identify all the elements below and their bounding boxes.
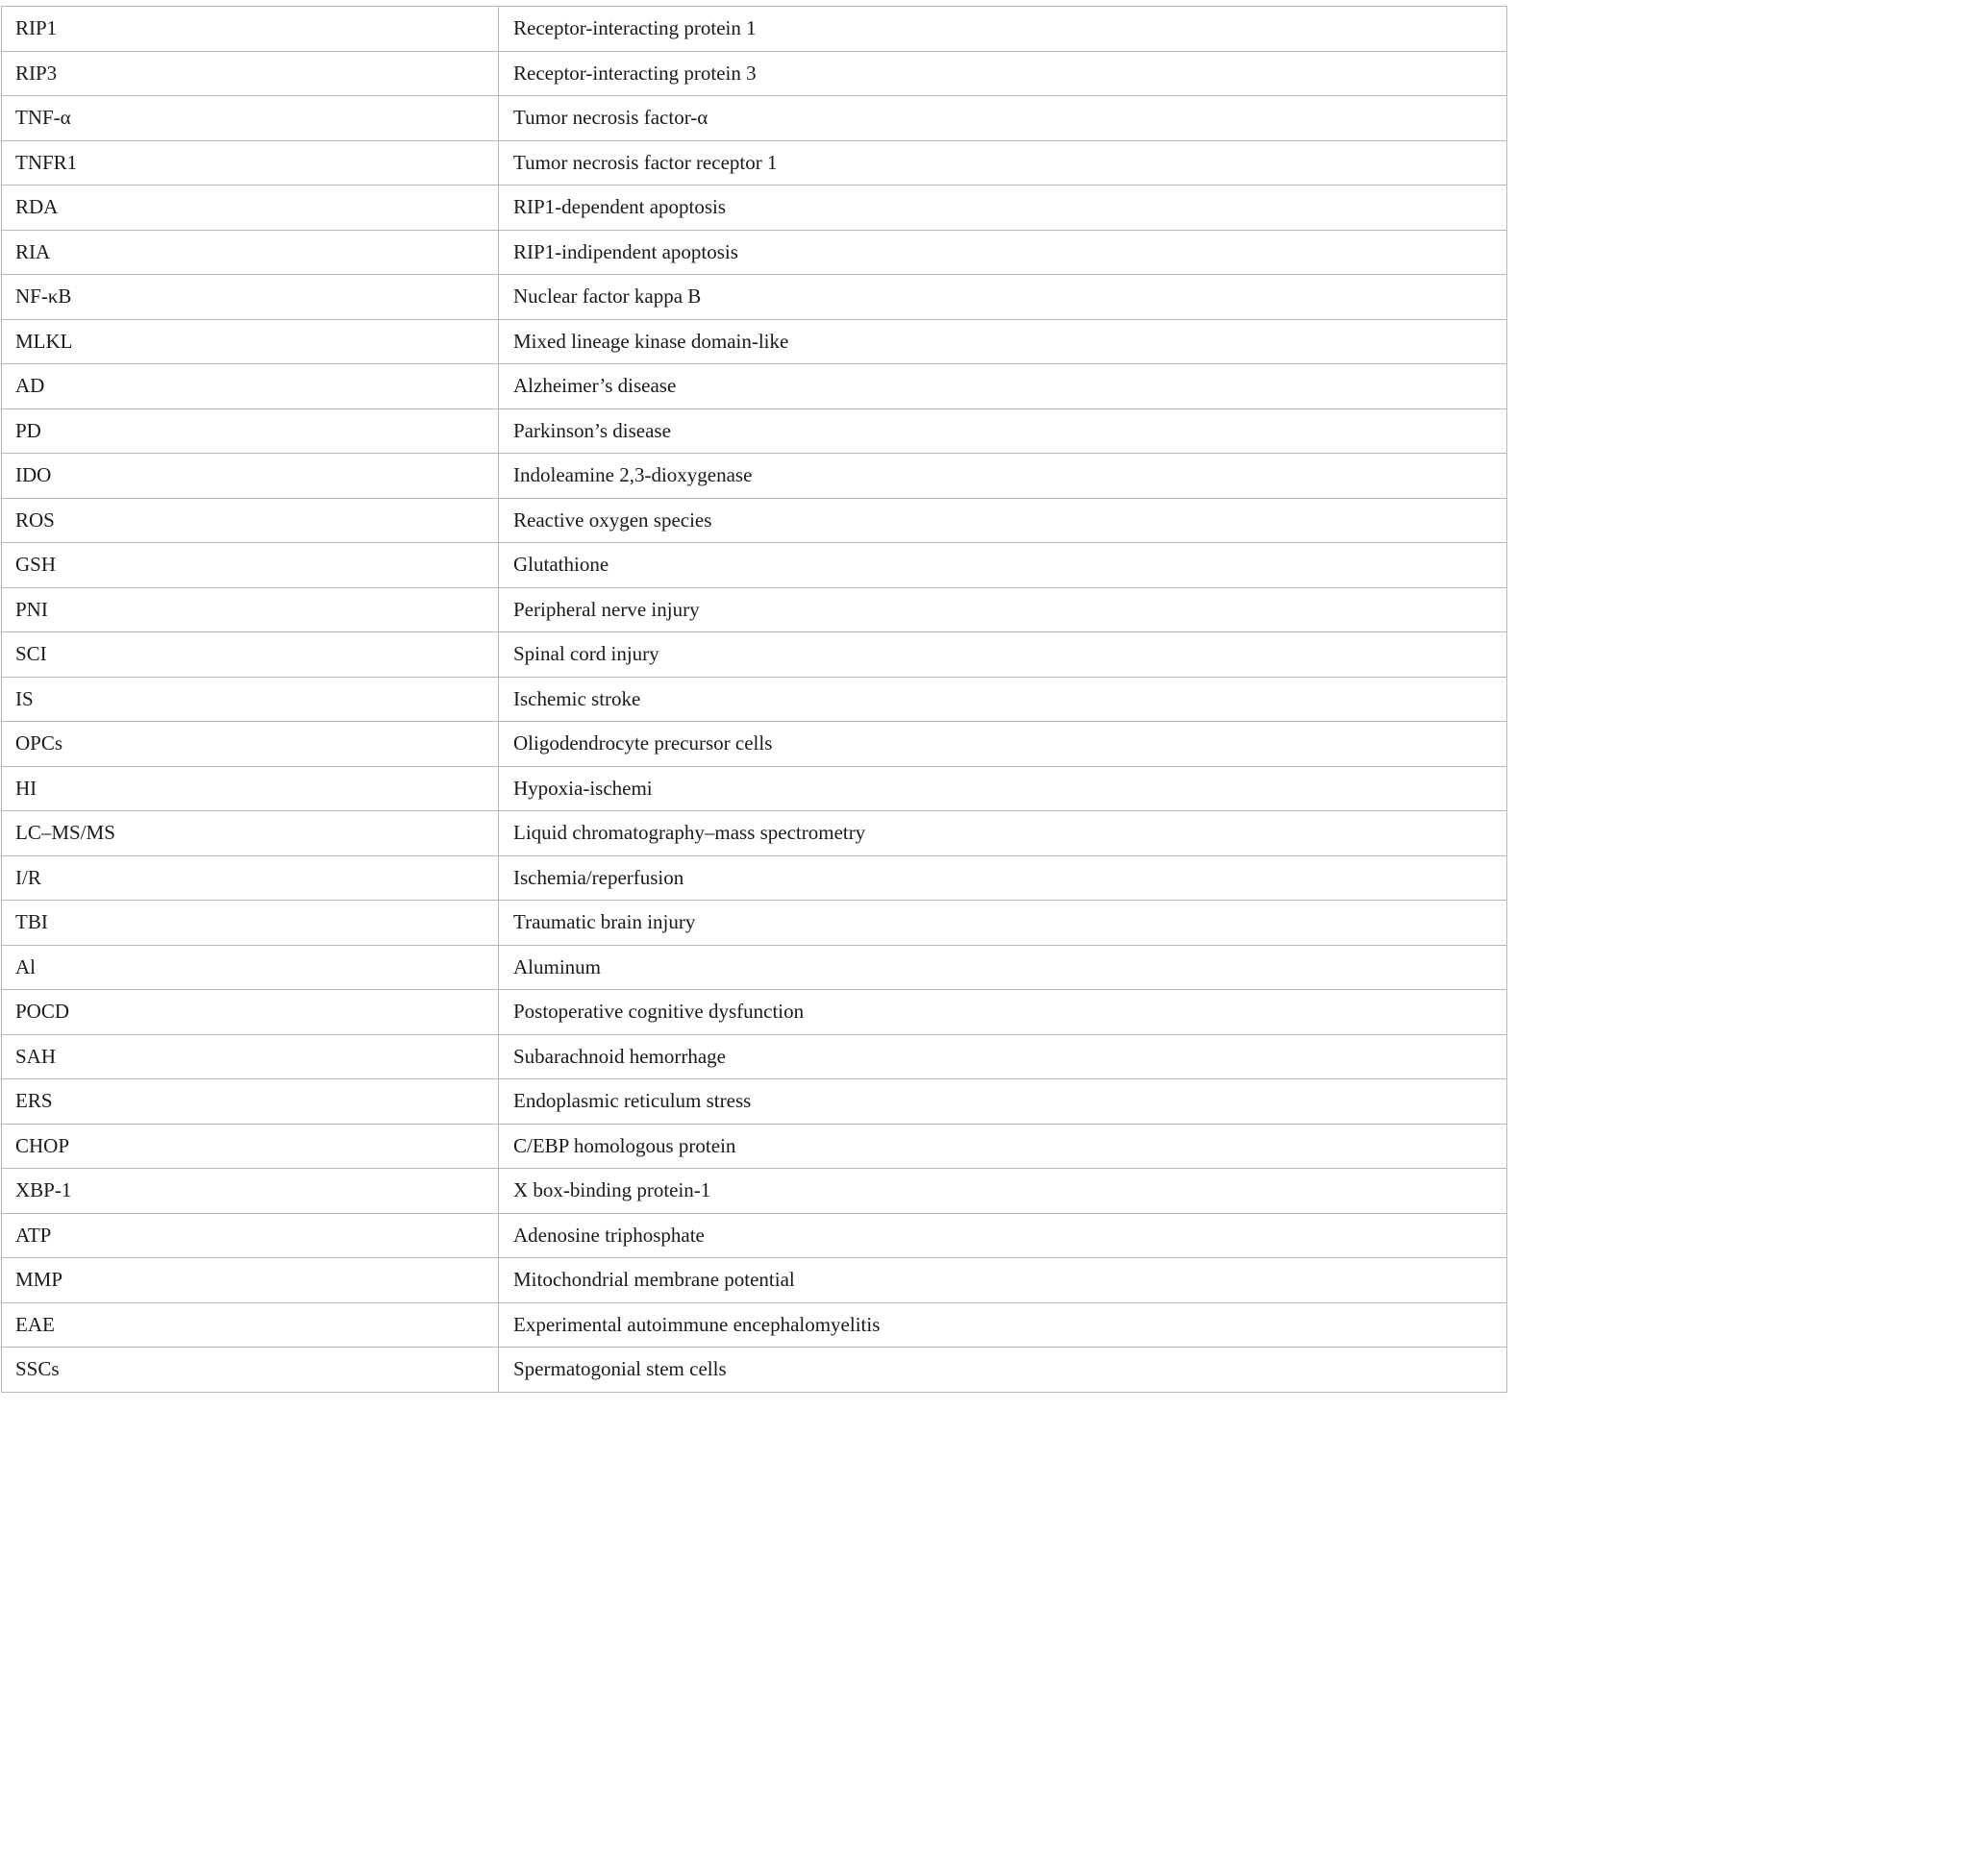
table-row — [2, 140, 1507, 186]
table-row — [2, 498, 1507, 543]
definition-cell: Subarachnoid hemorrhage — [499, 1034, 1507, 1079]
table-row — [2, 7, 1507, 52]
table-row — [2, 811, 1507, 856]
table-row — [2, 855, 1507, 901]
definition-cell: Reactive oxygen species — [499, 498, 1507, 543]
abbreviation-cell: LC–MS/MS — [2, 811, 499, 856]
table-row — [2, 722, 1507, 767]
table-row — [2, 1169, 1507, 1214]
definition-cell: Mixed lineage kinase domain-like — [499, 319, 1507, 364]
definition-cell: Liquid chromatography–mass spectrometry — [499, 811, 1507, 856]
table-row — [2, 677, 1507, 722]
table-row — [2, 1302, 1507, 1348]
table-row — [2, 51, 1507, 96]
table-row — [2, 945, 1507, 990]
table-row — [2, 632, 1507, 678]
definition-cell: Endoplasmic reticulum stress — [499, 1079, 1507, 1125]
definition-cell: Experimental autoimmune encephalomyelitis — [499, 1302, 1507, 1348]
abbreviation-cell: RDA — [2, 186, 499, 231]
table-row — [2, 1034, 1507, 1079]
abbreviation-cell: NF-κB — [2, 275, 499, 320]
abbreviation-cell: CHOP — [2, 1124, 499, 1169]
definition-cell: Receptor-interacting protein 1 — [499, 7, 1507, 52]
abbreviation-cell: ROS — [2, 498, 499, 543]
table-row — [2, 766, 1507, 811]
abbreviation-cell: SCI — [2, 632, 499, 678]
table-row — [2, 275, 1507, 320]
abbreviation-cell: POCD — [2, 990, 499, 1035]
abbreviation-cell: IDO — [2, 454, 499, 499]
definition-cell: C/EBP homologous protein — [499, 1124, 1507, 1169]
definition-cell: Ischemia/reperfusion — [499, 855, 1507, 901]
definition-cell: Parkinson’s disease — [499, 408, 1507, 454]
abbreviation-cell: Al — [2, 945, 499, 990]
table-row — [2, 454, 1507, 499]
abbreviation-cell: SSCs — [2, 1348, 499, 1393]
table-row — [2, 408, 1507, 454]
table-row — [2, 230, 1507, 275]
definition-cell: Aluminum — [499, 945, 1507, 990]
abbreviation-cell: EAE — [2, 1302, 499, 1348]
abbreviation-cell: RIP3 — [2, 51, 499, 96]
abbreviation-cell: TNF-α — [2, 96, 499, 141]
table-row — [2, 587, 1507, 632]
definition-cell: Glutathione — [499, 543, 1507, 588]
abbreviation-cell: PD — [2, 408, 499, 454]
definition-cell: Ischemic stroke — [499, 677, 1507, 722]
abbreviation-cell: MLKL — [2, 319, 499, 364]
definition-cell: Receptor-interacting protein 3 — [499, 51, 1507, 96]
abbreviation-cell: PNI — [2, 587, 499, 632]
abbreviation-cell: ATP — [2, 1213, 499, 1258]
abbreviation-cell: RIP1 — [2, 7, 499, 52]
table-row — [2, 901, 1507, 946]
abbreviation-cell: OPCs — [2, 722, 499, 767]
table-row — [2, 543, 1507, 588]
table-row — [2, 186, 1507, 231]
definition-cell: Mitochondrial membrane potential — [499, 1258, 1507, 1303]
abbreviation-cell: RIA — [2, 230, 499, 275]
abbreviation-cell: XBP-1 — [2, 1169, 499, 1214]
abbreviation-cell: HI — [2, 766, 499, 811]
definition-cell: Alzheimer’s disease — [499, 364, 1507, 409]
abbreviation-cell: ERS — [2, 1079, 499, 1125]
definition-cell: Traumatic brain injury — [499, 901, 1507, 946]
table-row — [2, 1079, 1507, 1125]
definition-cell: Hypoxia-ischemi — [499, 766, 1507, 811]
definition-cell: Tumor necrosis factor receptor 1 — [499, 140, 1507, 186]
abbreviation-cell: IS — [2, 677, 499, 722]
definition-cell: Indoleamine 2,3-dioxygenase — [499, 454, 1507, 499]
definition-cell: Oligodendrocyte precursor cells — [499, 722, 1507, 767]
abbreviation-cell: GSH — [2, 543, 499, 588]
definition-cell: RIP1-indipendent apoptosis — [499, 230, 1507, 275]
abbreviation-table-body — [2, 7, 1507, 1393]
definition-cell: Nuclear factor kappa B — [499, 275, 1507, 320]
definition-cell: Peripheral nerve injury — [499, 587, 1507, 632]
table-row — [2, 1258, 1507, 1303]
definition-cell: Spinal cord injury — [499, 632, 1507, 678]
table-row — [2, 1213, 1507, 1258]
table-row — [2, 990, 1507, 1035]
table-row — [2, 319, 1507, 364]
definition-cell: Tumor necrosis factor-α — [499, 96, 1507, 141]
abbreviation-cell: MMP — [2, 1258, 499, 1303]
abbreviation-table-container — [1, 6, 1506, 1393]
definition-cell: Postoperative cognitive dysfunction — [499, 990, 1507, 1035]
abbreviation-cell: TBI — [2, 901, 499, 946]
definition-cell: X box-binding protein-1 — [499, 1169, 1507, 1214]
abbreviation-cell: SAH — [2, 1034, 499, 1079]
table-row — [2, 1348, 1507, 1393]
abbreviation-cell: I/R — [2, 855, 499, 901]
table-row — [2, 96, 1507, 141]
table-row — [2, 1124, 1507, 1169]
definition-cell: Spermatogonial stem cells — [499, 1348, 1507, 1393]
definition-cell: RIP1-dependent apoptosis — [499, 186, 1507, 231]
definition-cell: Adenosine triphosphate — [499, 1213, 1507, 1258]
table-row — [2, 364, 1507, 409]
abbreviation-cell: TNFR1 — [2, 140, 499, 186]
abbreviation-cell: AD — [2, 364, 499, 409]
abbreviation-table — [1, 6, 1507, 1393]
